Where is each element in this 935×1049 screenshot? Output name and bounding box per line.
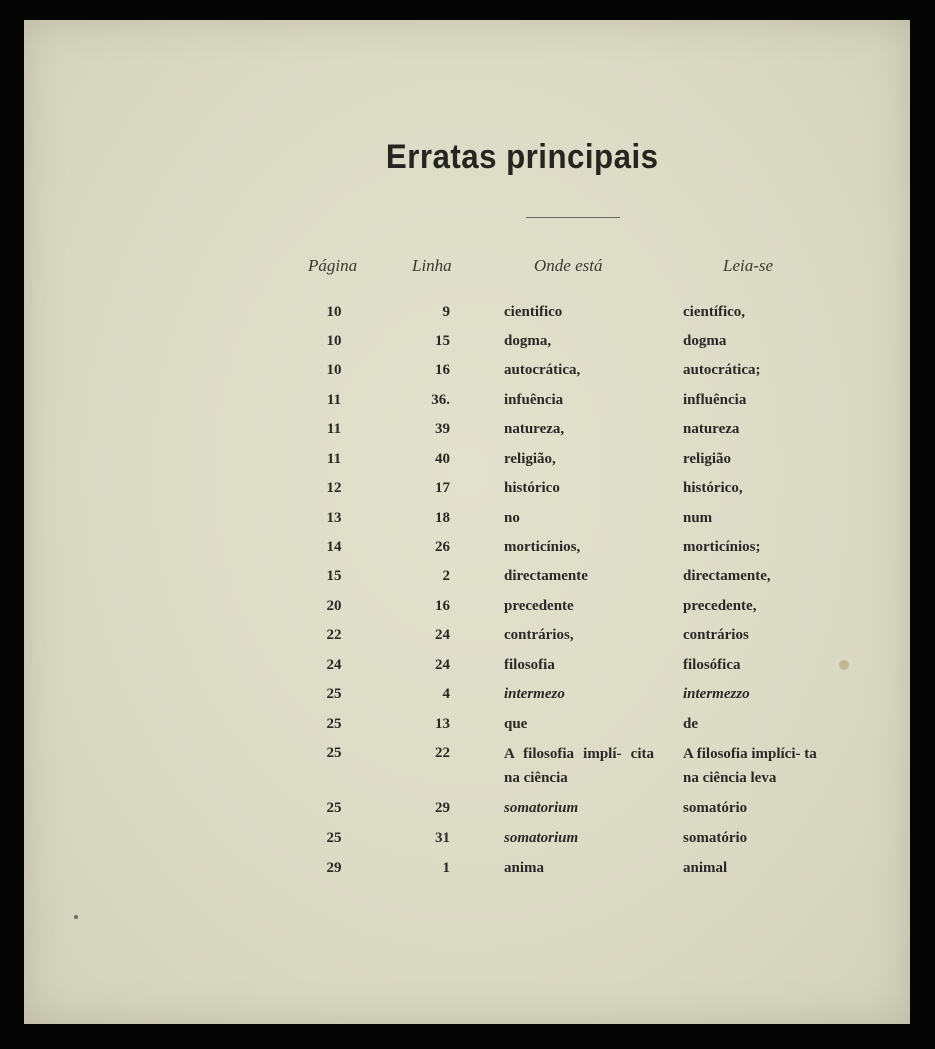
cell-leia-se: precedente, [683,598,757,614]
page-title: Erratas principais [385,138,659,176]
cell-onde-esta: contrários, [504,627,574,643]
cell-linha: 15 [435,333,450,349]
cell-linha: 16 [435,598,450,614]
cell-pagina: 24 [326,657,342,673]
table-row [24,562,910,591]
cell-linha: 24 [435,657,450,673]
cell-onde-esta: directamente [504,568,588,584]
table-row [24,592,910,621]
cell-linha: 24 [435,627,450,643]
cell-pagina: 13 [326,510,342,526]
cell-pagina: 20 [326,598,342,614]
table-row [24,445,910,474]
cell-leia-se: dogma [683,333,727,349]
cell-linha: 40 [435,451,450,467]
cell-leia-se: religião [683,451,732,467]
cell-onde-esta: somatorium [504,830,579,846]
cell-onde-esta: que [504,716,528,732]
table-row [24,386,910,415]
cell-linha: 36. [431,392,450,408]
cell-onde-esta: morticínios, [504,539,581,555]
table-row [24,504,910,533]
cell-pagina: 11 [326,392,342,408]
cell-leia-se: contrários [683,627,749,643]
cell-pagina: 25 [326,830,342,846]
cell-linha: 4 [442,686,450,702]
cell-onde-esta: infuência [504,392,564,408]
cell-leia-se: autocrática; [683,362,761,378]
cell-onde-esta: A filosofia implí- cita na ciência [504,746,654,786]
cell-pagina: 22 [326,627,342,643]
cell-linha: 26 [435,539,450,555]
cell-linha: 13 [435,716,450,732]
table-row [24,854,910,883]
paper-speck [74,915,78,919]
cell-leia-se: influência [683,392,747,408]
cell-onde-esta: religião, [504,451,556,467]
cell-leia-se: somatório [683,830,748,846]
cell-leia-se: animal [683,860,728,876]
table-row [24,474,910,503]
cell-linha: 22 [435,745,450,761]
cell-onde-esta: no [504,510,520,526]
cell-pagina: 25 [326,716,342,732]
cell-pagina: 25 [326,686,342,702]
table-row [24,710,910,739]
cell-onde-esta: somatorium [504,800,579,816]
cell-pagina: 15 [326,568,342,584]
cell-leia-se: de [683,716,698,732]
cell-onde-esta: anima [504,860,545,876]
cell-onde-esta: intermezo [504,686,565,702]
table-row [24,298,910,327]
cell-linha: 16 [435,362,450,378]
cell-pagina: 10 [326,362,342,378]
cell-leia-se: filosófica [683,657,741,673]
cell-pagina: 10 [326,333,342,349]
cell-linha: 31 [435,830,450,846]
column-header-linha: Linha [412,256,452,275]
cell-onde-esta: natureza, [504,421,565,437]
cell-leia-se: somatório [683,800,748,816]
cell-pagina: 25 [326,800,342,816]
cell-leia-se: intermezzo [683,686,750,702]
cell-onde-esta: filosofia [504,657,555,673]
cell-leia-se: directamente, [683,568,771,584]
errata-sheet [24,20,910,1024]
column-header-leia-se: Leia-se [723,256,774,275]
table-row [24,327,910,356]
cell-onde-esta: dogma, [504,333,552,349]
table-row [24,533,910,562]
cell-linha: 18 [435,510,450,526]
table-row [24,739,910,794]
cell-leia-se: natureza [683,421,740,437]
cell-pagina: 25 [326,745,342,761]
table-row [24,651,910,680]
table-row [24,356,910,385]
cell-linha: 1 [442,860,450,876]
cell-onde-esta: precedente [504,598,574,614]
paper-stain [839,660,849,670]
cell-onde-esta: cientifico [504,304,563,320]
errata-table [24,20,910,1024]
table-row [24,415,910,444]
column-header-pagina: Página [308,256,358,275]
cell-pagina: 14 [326,539,342,555]
table-row [24,794,910,823]
cell-pagina: 11 [326,421,342,437]
cell-linha: 17 [435,480,450,496]
cell-linha: 2 [442,568,450,584]
cell-linha: 29 [435,800,450,816]
cell-leia-se: histórico, [683,480,743,496]
cell-linha: 9 [442,304,450,320]
cell-pagina: 12 [326,480,342,496]
cell-leia-se: científico, [683,304,746,320]
table-row [24,680,910,709]
cell-leia-se: A filosofia implíci- ta na ciência leva [683,746,817,786]
cell-linha: 39 [435,421,450,437]
cell-leia-se: num [683,510,713,526]
cell-pagina: 10 [326,304,342,320]
column-header-onde-esta: Onde está [534,256,603,275]
cell-leia-se: morticínios; [683,539,761,555]
cell-onde-esta: histórico [504,480,560,496]
cell-pagina: 29 [326,860,342,876]
cell-onde-esta: autocrática, [504,362,581,378]
table-row [24,621,910,650]
cell-pagina: 11 [326,451,342,467]
table-row [24,824,910,853]
